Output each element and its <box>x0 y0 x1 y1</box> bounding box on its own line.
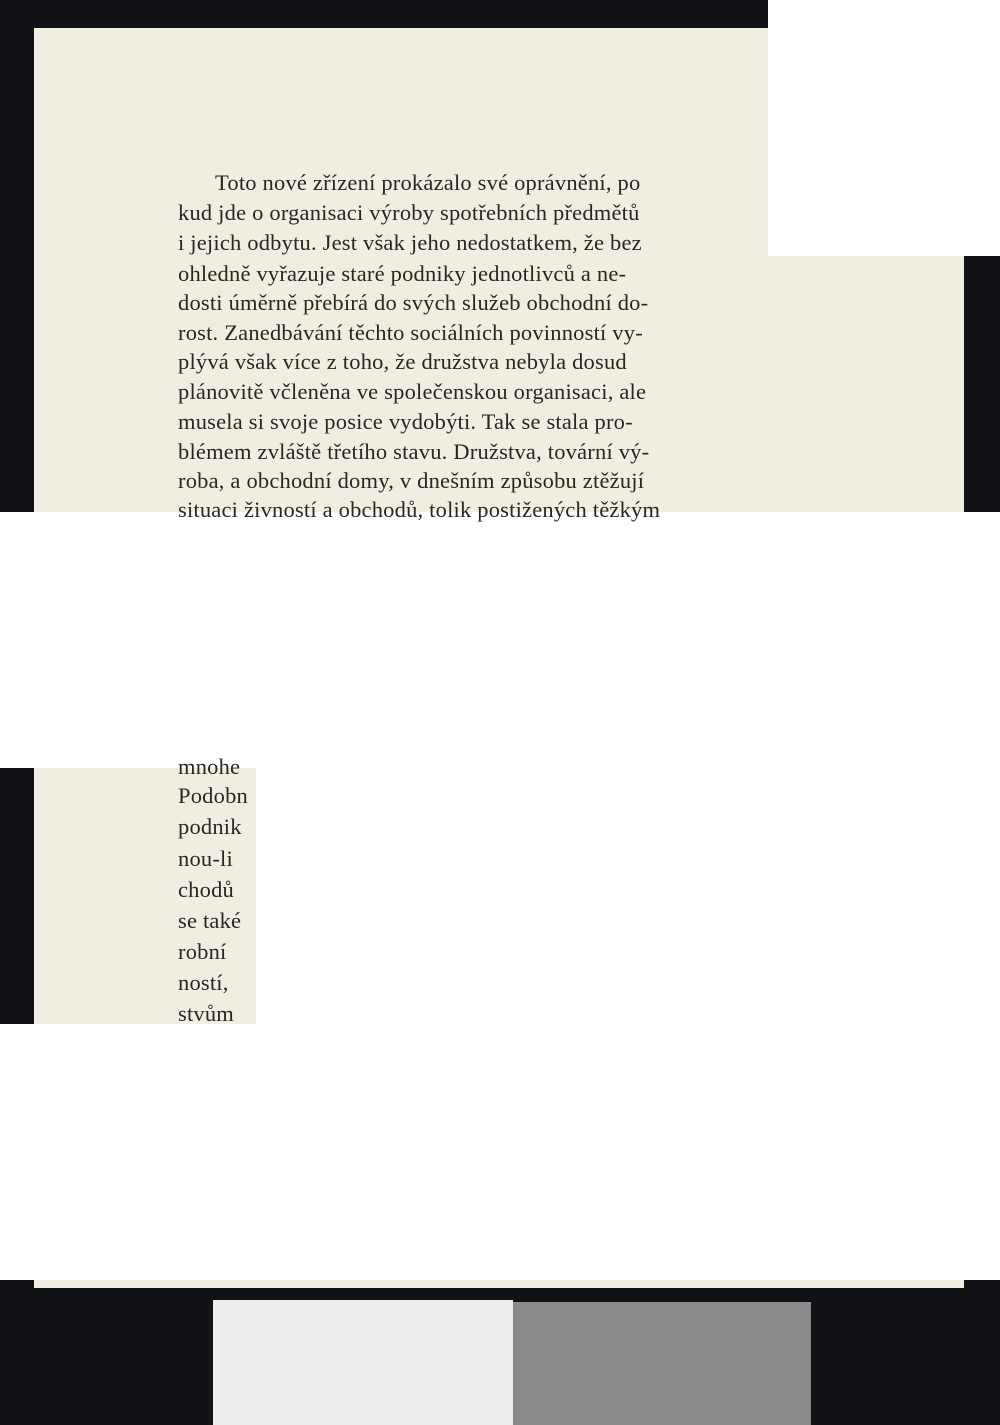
text-line: plývá však více z toho, že družstva nebyla dosud <box>178 349 627 374</box>
text-line: chodů <box>178 877 234 902</box>
text-line: musela si svoje posice vydobýti. Tak se stala pro- <box>178 409 633 434</box>
calibration-card-gray <box>513 1302 811 1425</box>
text-line: stvům <box>178 1001 235 1026</box>
text-line: ohledně vyřazuje staré podniky jednotlivců a ne- <box>178 261 627 286</box>
text-line: Toto nové zřízení prokázalo své oprávnění, po <box>215 170 641 195</box>
text-line: Podobn <box>178 783 248 808</box>
text-line: plánovitě včleněna ve společenskou organisaci, ale <box>178 379 647 404</box>
text-line: dosti úměrně přebírá do svých služeb obchodní do- <box>178 290 649 315</box>
text-line: mnohe <box>178 754 241 779</box>
page-paper-right <box>768 256 964 512</box>
paragraph-top-region <box>0 0 780 522</box>
text-line: i jejich odbytu. Jest však jeho nedostatkem, že bez <box>178 230 642 255</box>
text-line: ností, <box>178 970 229 995</box>
page-paper-bottom-edge <box>34 1280 964 1288</box>
text-line: roba, a obchodní domy, v dnešním způsobu ztěžují <box>178 468 645 493</box>
text-line: podnik <box>178 814 242 839</box>
text-line: situaci živností a obchodů, tolik postižených těžkým <box>178 497 661 522</box>
text-line: se také <box>178 908 242 933</box>
text-line: rost. Zanedbávání těchto sociálních povinností vy- <box>178 320 643 345</box>
paragraph-bottom-region <box>0 754 256 1026</box>
text-line: robní <box>178 939 227 964</box>
text-line: blémem zvláště třetího stavu. Družstva, tovární vý- <box>178 439 650 464</box>
text-line: nou-li <box>178 846 233 871</box>
text-line: kud jde o organisaci výroby spotřebních předmětů <box>178 200 640 225</box>
calibration-card-white <box>213 1300 513 1425</box>
